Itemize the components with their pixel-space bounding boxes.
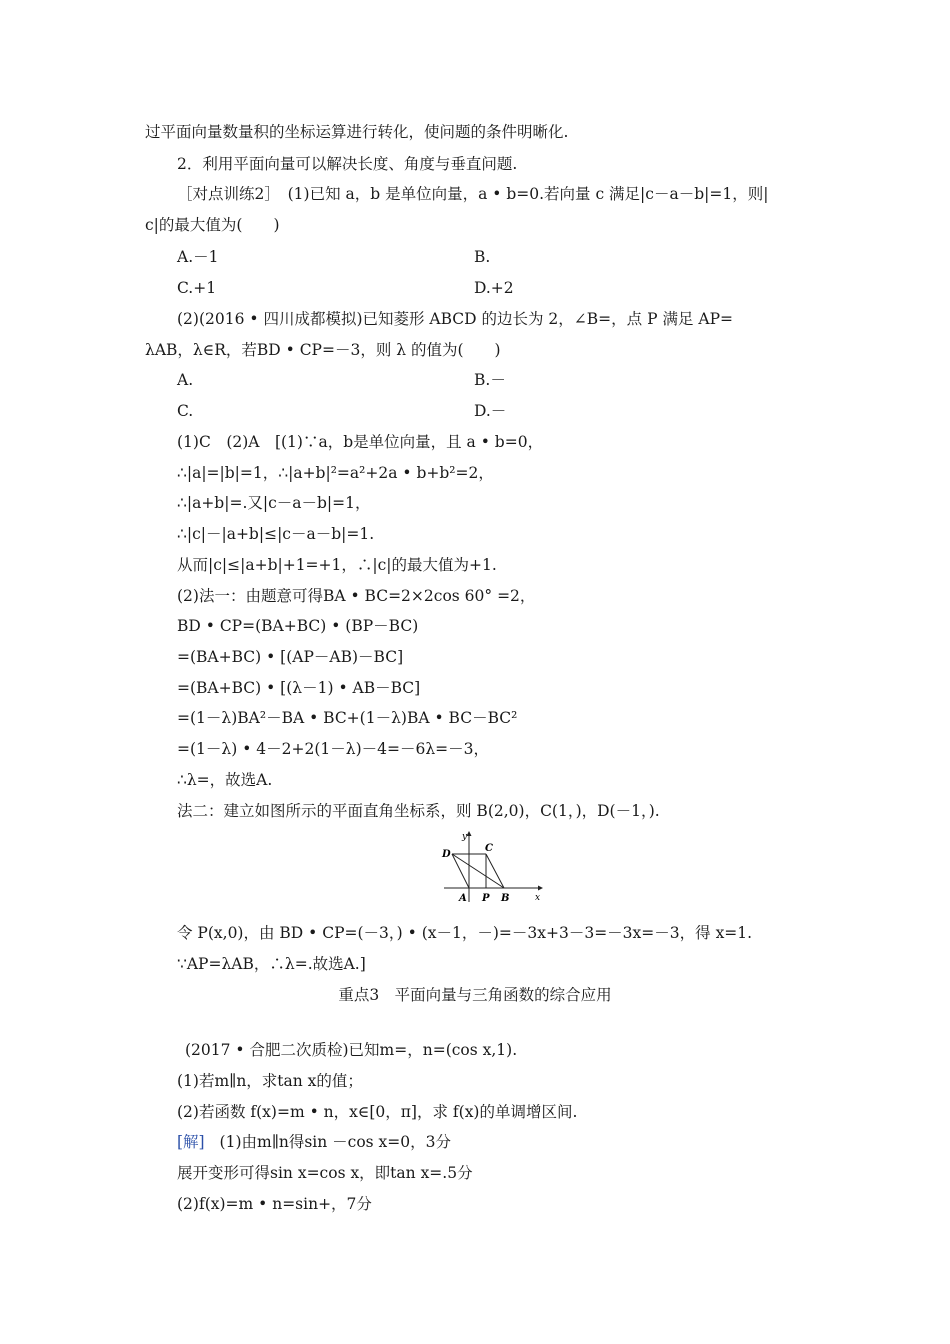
choice-2-a: A. — [177, 371, 194, 389]
solution-line-9: =(BA+BC) • [(λ－1) • AB－BC] — [177, 679, 421, 697]
choice-2-c: C. — [177, 402, 194, 420]
jie-label: [解] — [177, 1133, 205, 1151]
solution-line-14: 令 P(x,0)，由 BD • CP=(－3，) • (x－1，－)=－3x+3－3=－3x=－3，得 x=1. — [177, 924, 753, 942]
solution-line-11: =(1－λ) • 4－2+2(1－λ)－4=－6λ=－3， — [177, 740, 489, 758]
exercise-2-part-2: (2)(2016 • 四川成都模拟)已知菱形 ABCD 的边长为 2，∠B=，点 P 满足 AP= — [177, 310, 733, 328]
solution-line-5: 从而|c|≤|a+b|+1=+1，∴|c|的最大值为+1. — [177, 556, 497, 574]
solution-line-7: BD • CP=(BA+BC) • (BP－BC) — [177, 617, 419, 635]
label-c: C — [485, 843, 493, 854]
solution-line-8: =(BA+BC) • [(AP－AB)－BC] — [177, 648, 404, 666]
label-y: y — [462, 832, 468, 842]
solution-line-12: ∴λ=，故选A. — [177, 771, 273, 789]
label-x: x — [535, 893, 541, 903]
segment-c-b — [486, 854, 504, 888]
answer-line-3: (2)f(x)=m • n=sin+，7分 — [177, 1195, 372, 1213]
solution-line-2: ∴|a|=|b|=1，∴|a+b|²=a²+2a • b+b²=2， — [177, 464, 494, 482]
label-d: D — [442, 849, 451, 860]
exercise-2-part-1: ［对点训练2］ (1)已知 a，b 是单位向量，a • b=0.若向量 c 满足|c－a－b|=1，则| — [177, 185, 769, 203]
label-b: B — [501, 893, 510, 904]
text-line-1: 过平面向量数量积的坐标运算进行转化，使问题的条件明晰化. — [145, 123, 569, 141]
answer-line-1-text: (1)由m∥n得sin －cos x=0，3分 — [219, 1133, 452, 1151]
choice-2-b: B.－ — [474, 371, 506, 389]
label-a: A — [459, 893, 467, 904]
exercise-2-part-2-cont: λAB，λ∈R，若BD • CP=－3，则 λ 的值为( ) — [145, 341, 501, 359]
label-p: P — [482, 893, 490, 904]
y-axis-arrow — [467, 831, 472, 836]
exercise-2-part-1-cont: c|的最大值为( ) — [145, 216, 280, 234]
answer-line-2: 展开变形可得sin x=cos x，即tan x=.5分 — [177, 1164, 473, 1182]
solution-line-15: ∵AP=λAB，∴λ=.故选A.] — [177, 955, 366, 973]
choice-2-d: D.－ — [474, 402, 507, 420]
solution-line-6: (2)法一：由题意可得BA • BC=2×2cos 60° =2， — [177, 587, 536, 605]
problem-part-2: (2)若函数 f(x)=m • n，x∈[0，π]，求 f(x)的单调增区间. — [177, 1103, 578, 1121]
segment-d-b — [452, 854, 504, 888]
coordinate-figure — [438, 828, 546, 908]
x-axis-arrow — [538, 886, 543, 891]
solution-line-1: (1)C (2)A [(1)∵a，b是单位向量，且 a • b=0， — [177, 433, 544, 451]
problem-statement: (2017 • 合肥二次质检)已知m=，n=(cos x,1). — [185, 1041, 518, 1059]
solution-line-4: ∴|c|－|a+b|≤|c－a－b|=1. — [177, 525, 375, 543]
problem-part-1: (1)若m∥n，求tan x的值； — [177, 1072, 363, 1090]
solution-line-3: ∴|a+b|=.又|c－a－b|=1， — [177, 494, 371, 512]
choice-1-d: D.+2 — [474, 279, 514, 297]
solution-line-10: =(1－λ)BA²－BA • BC+(1－λ)BA • BC－BC² — [177, 709, 518, 727]
choice-1-a: A.－1 — [177, 248, 219, 266]
section-heading: 重点3 平面向量与三角函数的综合应用 — [338, 986, 612, 1004]
answer-line-1 — [177, 1132, 451, 1152]
choice-1-c: C.+1 — [177, 279, 217, 297]
solution-line-13: 法二：建立如图所示的平面直角坐标系，则 B(2,0)，C(1，)，D(－1，). — [177, 802, 660, 820]
choice-1-b: B. — [474, 248, 491, 266]
text-line-2: 2．利用平面向量可以解决长度、角度与垂直问题. — [177, 155, 518, 173]
